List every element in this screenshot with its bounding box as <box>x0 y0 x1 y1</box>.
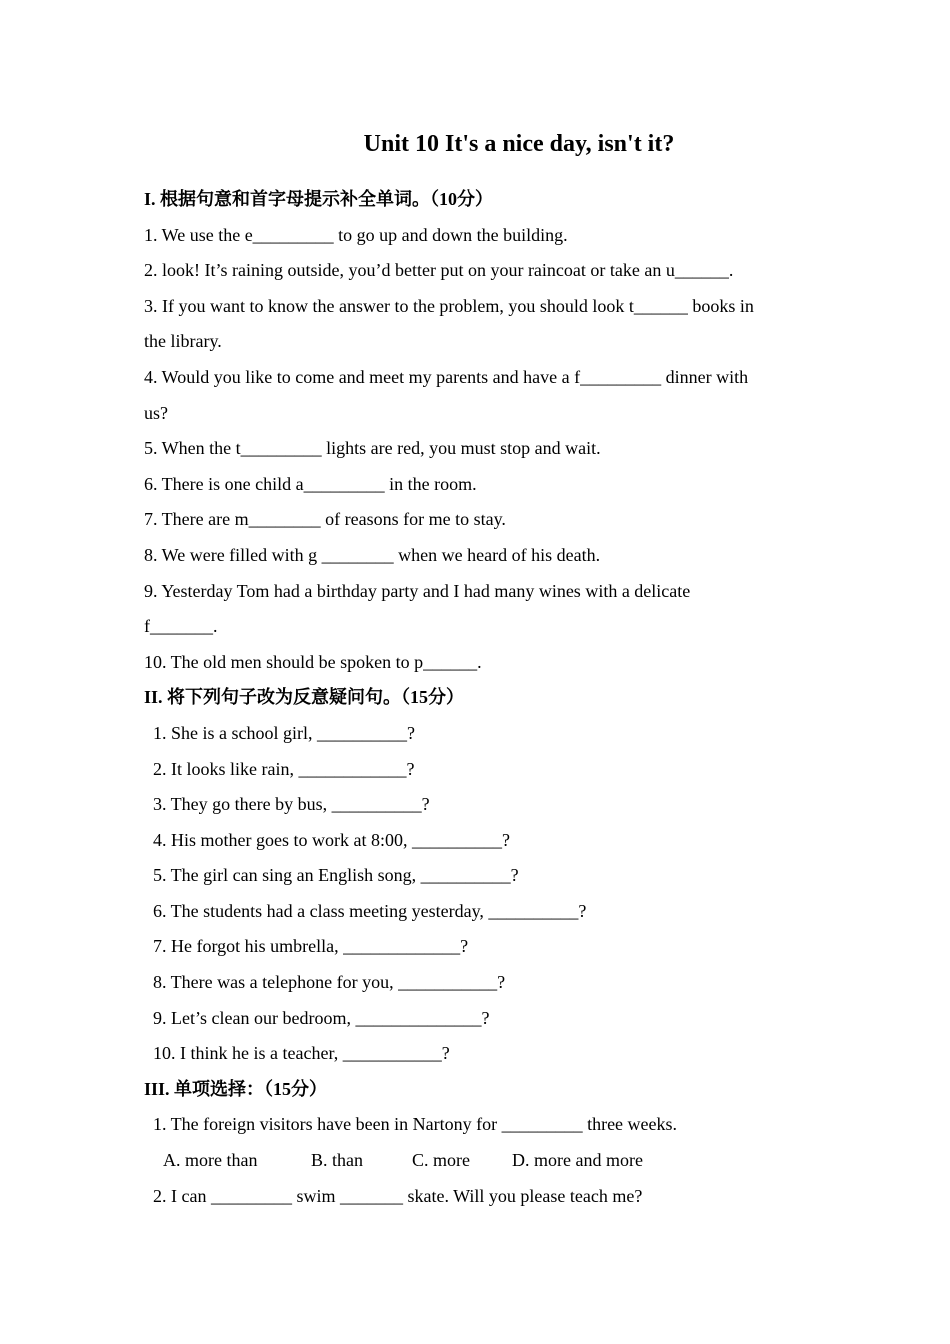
section-2-item-7: 7. He forgot his umbrella, _____________? <box>153 936 469 957</box>
section-2-item-9: 9. Let’s clean our bedroom, ______________? <box>153 1007 490 1028</box>
section-3-question-1: 1. The foreign visitors have been in Nartony for _________ three weeks. <box>153 1114 678 1135</box>
section-1-heading: I. 根据句意和首字母提示补全单词。（10分） <box>144 189 494 209</box>
section-1-item-3: 3. If you want to know the answer to the problem, you should look t______ books in <box>144 295 754 316</box>
section-2-item-6: 6. The students had a class meeting yesterday, __________? <box>153 900 587 921</box>
worksheet-body <box>144 182 804 1214</box>
option-b: B. than <box>311 1150 363 1171</box>
section-1-item-1: 1. We use the e_________ to go up and down the building. <box>144 224 568 245</box>
section-1-item-4: 4. Would you like to come and meet my parents and have a f_________ dinner with <box>144 366 749 387</box>
section-1-item-10: 10. The old men should be spoken to p______. <box>144 651 482 672</box>
section-2-item-1: 1. She is a school girl, __________? <box>153 722 415 743</box>
section-1-item-2: 2. look! It’s raining outside, you’d better put on your raincoat or take an u______. <box>144 260 734 281</box>
page-title: Unit 10 It's a nice day, isn't it? <box>363 131 675 157</box>
option-c: C. more <box>412 1150 470 1171</box>
section-1-item-5: 5. When the t_________ lights are red, you must stop and wait. <box>144 438 601 459</box>
section-1-item-7: 7. There are m________ of reasons for me to stay. <box>144 509 506 530</box>
section-3-question-2: 2. I can _________ swim _______ skate. Will you please teach me? <box>153 1185 643 1206</box>
option-a: A. more than <box>163 1150 258 1171</box>
option-d: D. more and more <box>512 1150 643 1171</box>
section-2-item-8: 8. There was a telephone for you, ___________? <box>153 972 506 993</box>
section-2-item-3: 3. They go there by bus, __________? <box>153 794 430 815</box>
section-1-item-8: 8. We were filled with g ________ when we heard of his death. <box>144 544 601 565</box>
section-1-item-6: 6. There is one child a_________ in the room. <box>144 473 477 494</box>
section-3-heading: III. 单项选择：（15分） <box>144 1078 328 1099</box>
section-1-item-9: 9. Yesterday Tom had a birthday party and I had many wines with a delicate <box>144 580 691 601</box>
section-2-item-10: 10. I think he is a teacher, ___________? <box>153 1043 450 1064</box>
section-1-item-9-cont: f_______. <box>144 616 218 637</box>
section-2-item-5: 5. The girl can sing an English song, __________? <box>153 865 519 886</box>
section-2-item-2: 2. It looks like rain, ____________? <box>153 758 415 779</box>
section-1-item-4-cont: us? <box>144 402 168 423</box>
section-1-item-3-cont: the library. <box>144 331 222 352</box>
section-2-heading: II. 将下列句子改为反意疑问句。（15分） <box>144 687 465 708</box>
section-3-question-1-options <box>144 1143 804 1179</box>
section-2-item-4: 4. His mother goes to work at 8:00, __________? <box>153 829 510 850</box>
